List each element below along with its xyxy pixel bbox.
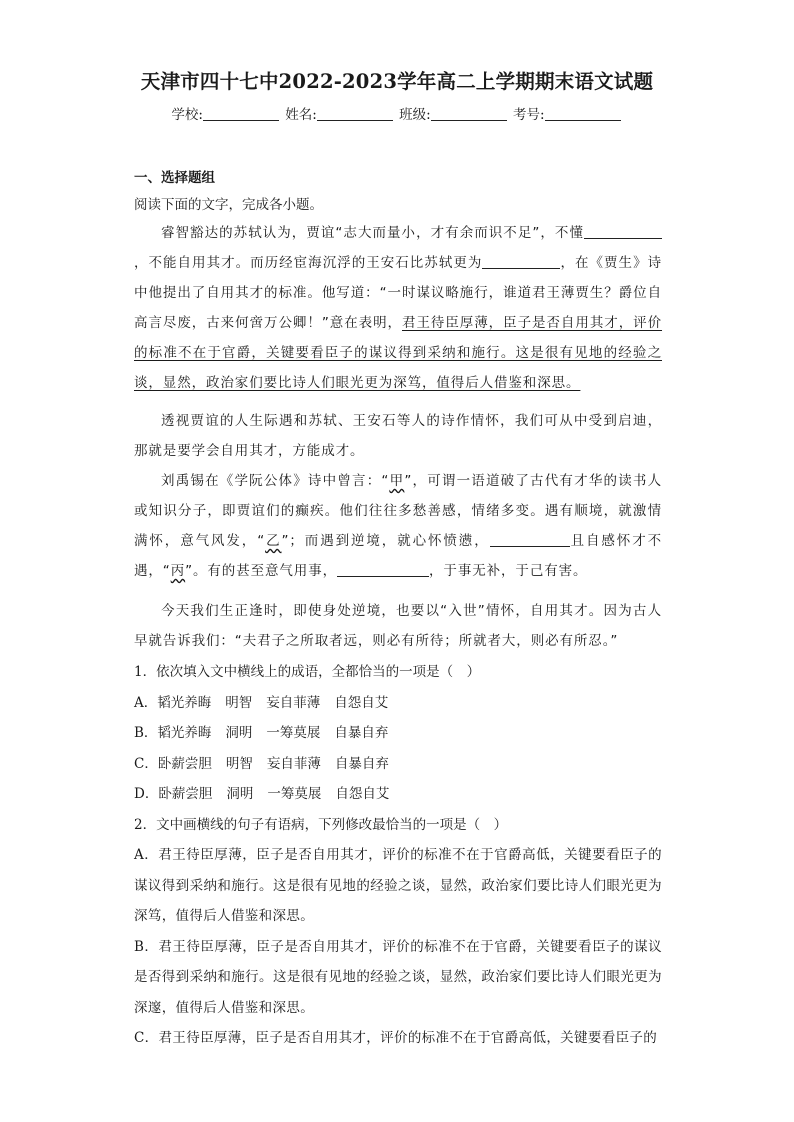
class-label: 班级:	[399, 107, 431, 123]
q1-option-c[interactable]	[134, 749, 662, 780]
option-word: 明智	[225, 755, 253, 772]
passage-paragraph-3	[134, 466, 662, 586]
p3-text-b: ”，可谓一语道破了古代有才华的读书人或知识分子，即贾谊们的癫疾。他们往往多愁善感，情绪多变。遇有顺境，就激情满怀，意气风发，“	[134, 473, 662, 549]
p1-text-a: 睿智豁达的苏轼认为，贾谊“志大而量小，才有余而识不足”，不懂	[161, 225, 584, 241]
passage-paragraph-1	[134, 218, 662, 398]
passage-paragraph-2	[134, 406, 662, 466]
school-label: 学校:	[171, 107, 203, 123]
p3-text-f: ，于事无补，于己有害。	[429, 563, 588, 579]
option-label: D．	[134, 786, 159, 802]
option-word: 自暴自弃	[334, 725, 389, 741]
q2-option-b[interactable]: B．君王待臣厚薄，臣子是否自用其才，评价的标准不在于官爵，关键要看臣子的谋议是否得到采纳和施行。这是很有见地的经验之谈，显然，政治家们要比诗人们眼光更为深邃，值得后人借鉴和深思。	[134, 938, 662, 1016]
option-label: B．	[134, 725, 158, 741]
option-word: 一筹莫展	[266, 725, 321, 741]
name-label: 姓名:	[285, 107, 317, 123]
q1-option-a[interactable]	[134, 688, 662, 719]
option-word: 洞明	[225, 725, 253, 741]
q2-option-a[interactable]: A．君王待臣厚薄，臣子是否自用其才，评价的标准不在于官爵高低，关键要看臣子的谋议得到采纳和施行。这是很有见地的经验之谈，显然，政治家们要比诗人们眼光更为深笃，值得后人借鉴和深思。	[134, 847, 662, 924]
option-word: 一筹莫展	[267, 786, 322, 802]
option-word: 自怨自艾	[334, 694, 389, 711]
class-blank[interactable]	[431, 107, 507, 121]
marker-yi: 乙	[265, 533, 282, 549]
question-1: 1．依次填入文中横线上的成语，全都恰当的一项是（ ）	[134, 664, 481, 680]
p3-text-c: ”；而遇到逆境，就心怀愤懑，	[281, 533, 490, 549]
fill-blank-1[interactable]	[584, 224, 662, 239]
option-word: 韬光养晦	[157, 694, 212, 711]
option-word: 妄自菲薄	[266, 755, 321, 772]
fill-blank-4[interactable]	[337, 562, 429, 577]
option-word: 妄自菲薄	[266, 694, 321, 711]
fill-blank-2[interactable]	[482, 254, 560, 269]
q1-option-d[interactable]	[134, 779, 662, 810]
id-label: 考号:	[513, 107, 545, 123]
option-word: 卧薪尝胆	[158, 786, 213, 802]
option-label: A．	[134, 694, 158, 711]
option-label: C．	[134, 755, 158, 772]
id-blank[interactable]	[545, 107, 621, 121]
p3-text-d: 且自感怀才不遇，“	[134, 533, 662, 579]
section-heading: 一、选择题组	[134, 170, 215, 186]
fill-blank-3[interactable]	[490, 532, 570, 547]
underlined-sentence: 君王待臣厚薄，臣子是否自用其才，评价的标准不在于官爵，关键要看臣子的谋议得到采纳和施行。这是很有见地的经验之谈，显然，政治家们要比诗人们眼光更为深笃，值得后人借鉴和深思。	[134, 315, 663, 391]
questions-block	[134, 657, 662, 1054]
student-info-line	[0, 103, 794, 123]
option-word: 自怨自艾	[335, 786, 390, 802]
marker-jia: 甲	[389, 473, 405, 489]
option-word: 自暴自弃	[334, 755, 389, 772]
option-word: 韬光养晦	[157, 725, 212, 741]
p1-text-b: ，不能自用其才。而历经宦海沉浮的王安石比苏轼更为	[134, 255, 483, 271]
marker-bing: 丙	[170, 563, 186, 579]
p4-text: 今天我们生正逢时，即使身处逆境，也要以“入世”情怀，自用其才。因为古人早就告诉我们：“夫君子之所取者远，则必有所待；所就者大，则必有所忍。”	[134, 603, 662, 649]
option-word: 明智	[225, 694, 253, 711]
p3-text-a: 刘禹锡在《学阮公体》诗中曾言：“	[161, 473, 390, 489]
p1-text-c: ，在《贾生》诗中他提出了自用其才的标准。他写道：“一时谋议略施行，谁道君王薄贾生？爵位自高言尽废，古来何啻万公卿！”意在表明，	[134, 255, 662, 331]
school-blank[interactable]	[203, 107, 279, 121]
q1-option-b[interactable]	[134, 718, 662, 749]
exam-title: 天津市四十七中2022-2023学年高二上学期期末语文试题	[140, 70, 654, 93]
name-blank[interactable]	[317, 107, 393, 121]
question-2: 2．文中画横线的句子有语病，下列修改最恰当的一项是（ ）	[134, 816, 508, 833]
reading-instruction: 阅读下面的文字，完成各小题。	[134, 197, 323, 213]
q2-option-c[interactable]: C．君王待臣厚薄，臣子是否自用其才，评价的标准不在于官爵高低，关键要看臣子的	[134, 1030, 658, 1046]
p2-text: 透视贾谊的人生际遇和苏轼、王安石等人的诗作情怀，我们可从中受到启迪，那就是要学会自用其才，方能成才。	[134, 413, 662, 459]
option-word: 卧薪尝胆	[157, 755, 212, 772]
passage-paragraph-4	[134, 596, 662, 656]
option-word: 洞明	[226, 786, 254, 802]
p3-text-e: ”。有的甚至意气用事，	[185, 563, 338, 579]
